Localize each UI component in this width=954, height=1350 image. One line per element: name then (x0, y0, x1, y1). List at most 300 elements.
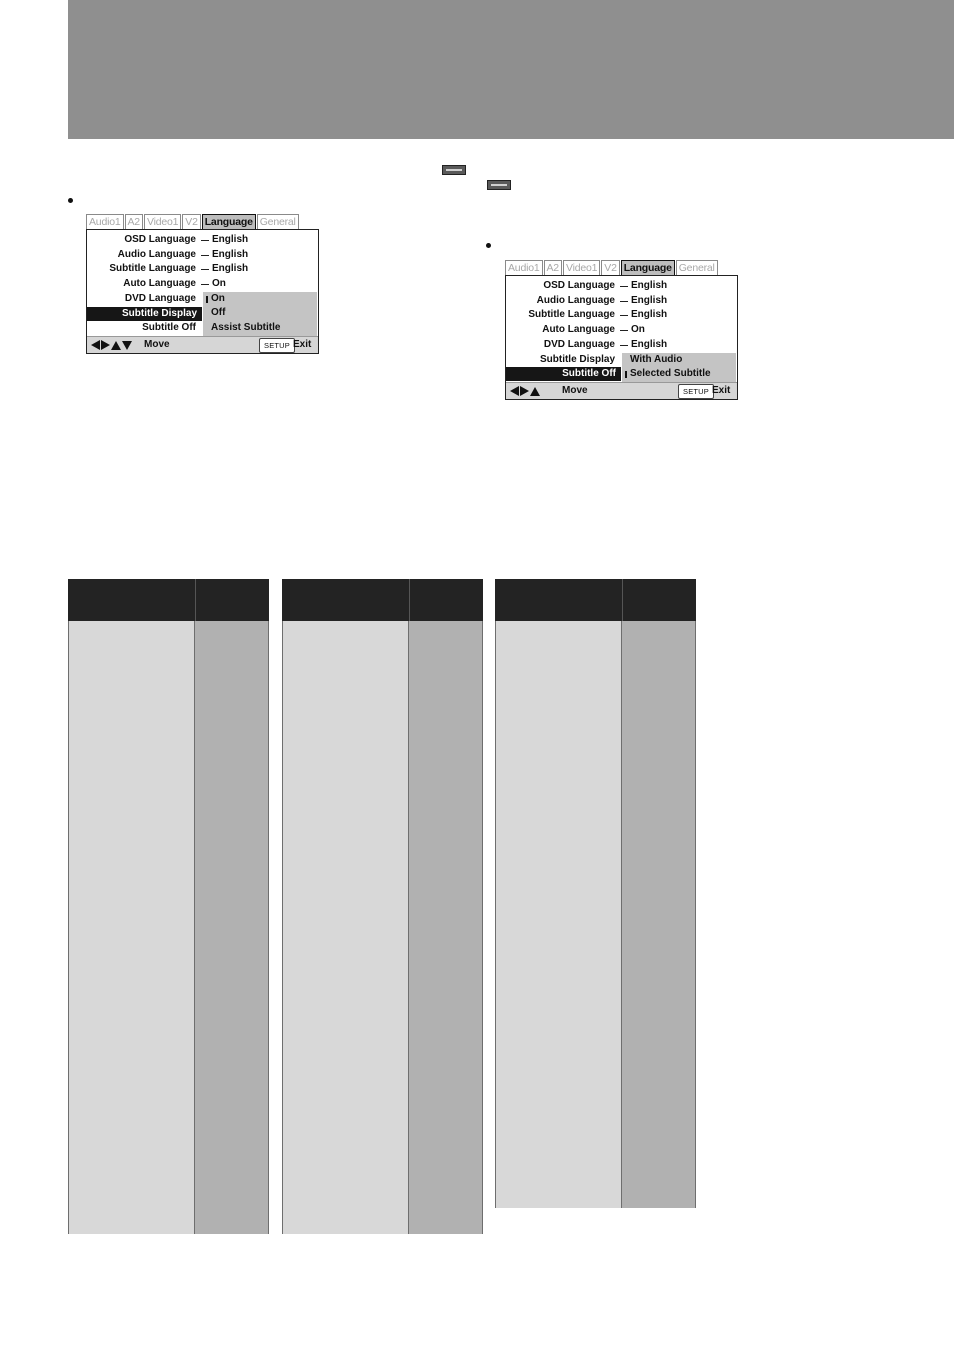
table-row (68, 634, 269, 647)
menu-row[interactable] (87, 248, 318, 262)
code-cell (622, 1061, 696, 1074)
table-row (495, 1181, 696, 1194)
language-cell (282, 794, 409, 807)
code-cell (622, 1141, 696, 1154)
language-cell (68, 768, 195, 781)
language-cell (495, 928, 622, 941)
language-cell (68, 634, 195, 647)
code-cell (195, 808, 269, 821)
language-cell (282, 661, 409, 674)
menu-row[interactable] (506, 294, 737, 308)
menu-row-label: OSD Language (543, 280, 615, 291)
table-row (68, 1128, 269, 1141)
code-cell (409, 634, 483, 647)
table-header (68, 579, 269, 621)
table-row (282, 848, 483, 861)
menu-row-value: English (631, 309, 668, 321)
table-row (68, 1154, 269, 1167)
code-cell (622, 701, 696, 714)
language-cell (282, 821, 409, 834)
table-row (282, 928, 483, 941)
language-cell (282, 941, 409, 954)
osd-tabs (505, 260, 719, 276)
table-row (282, 1194, 483, 1207)
language-cell (495, 768, 622, 781)
language-cell (68, 968, 195, 981)
table-row (495, 834, 696, 847)
table-row (68, 901, 269, 914)
code-cell (195, 1074, 269, 1087)
table-row (282, 941, 483, 954)
language-cell (495, 728, 622, 741)
table-row (68, 968, 269, 981)
code-cell (409, 968, 483, 981)
menu-row[interactable] (87, 262, 318, 276)
code-cell (195, 981, 269, 994)
osd-footer (506, 382, 737, 399)
code-cell (622, 994, 696, 1007)
tab-video1[interactable]: Video1 (144, 214, 181, 229)
code-cell (409, 848, 483, 861)
language-cell (282, 1141, 409, 1154)
table-row (68, 674, 269, 687)
tab-video1[interactable]: Video1 (563, 260, 600, 275)
table-row (68, 1141, 269, 1154)
table-row (68, 1021, 269, 1034)
table-row (282, 768, 483, 781)
table-row (282, 981, 483, 994)
code-cell (622, 754, 696, 767)
table-row (282, 1088, 483, 1101)
table-row (495, 1114, 696, 1127)
language-cell (282, 728, 409, 741)
table-row (282, 1074, 483, 1087)
language-cell (68, 1128, 195, 1141)
table-header (282, 579, 483, 621)
language-cell (495, 914, 622, 927)
language-cell (68, 661, 195, 674)
code-cell (409, 1168, 483, 1181)
menu-row[interactable] (506, 323, 737, 337)
table-row (282, 1034, 483, 1047)
code-cell (409, 1008, 483, 1021)
menu-row-label: Auto Language (123, 278, 196, 290)
table-row (282, 1141, 483, 1154)
language-cell (282, 688, 409, 701)
table-row (495, 1101, 696, 1114)
language-cell (495, 714, 622, 727)
code-cell (622, 1048, 696, 1061)
mode-icon (487, 180, 511, 190)
menu-row-dash (620, 345, 628, 346)
language-cell (68, 1021, 195, 1034)
table-row (68, 1074, 269, 1087)
language-cell (282, 741, 409, 754)
language-cell (495, 1194, 622, 1207)
tab-v2[interactable]: V2 (182, 214, 200, 229)
table-row (68, 661, 269, 674)
submenu-option[interactable]: With Audio (630, 353, 683, 365)
table-row (282, 888, 483, 901)
code-cell (622, 661, 696, 674)
arrow-up-icon (530, 387, 540, 396)
language-cell (68, 701, 195, 714)
language-cell (68, 794, 195, 807)
table-row (495, 1034, 696, 1047)
code-cell (195, 741, 269, 754)
tab-a2[interactable]: A2 (544, 260, 562, 275)
menu-row-label: DVD Language (124, 292, 196, 304)
table-row (282, 861, 483, 874)
table-row (68, 821, 269, 834)
table-row (68, 1181, 269, 1194)
table-row (282, 701, 483, 714)
table-row (68, 741, 269, 754)
table-row (282, 661, 483, 674)
table-row (282, 968, 483, 981)
code-cell (409, 994, 483, 1007)
language-cell (68, 808, 195, 821)
code-cell (409, 1128, 483, 1141)
language-cell (495, 821, 622, 834)
code-cell (409, 661, 483, 674)
code-cell (622, 1008, 696, 1021)
osd-menu-panel (86, 229, 319, 354)
language-cell (282, 648, 409, 661)
table-row (282, 1208, 483, 1221)
code-cell (622, 968, 696, 981)
menu-row[interactable] (506, 308, 737, 322)
table-row (282, 1048, 483, 1061)
table-row (282, 621, 483, 634)
language-cell (495, 861, 622, 874)
language-cell (68, 954, 195, 967)
code-cell (622, 901, 696, 914)
code-cell (622, 1021, 696, 1034)
language-cell (495, 994, 622, 1007)
table-row (495, 728, 696, 741)
tab-v2[interactable]: V2 (601, 260, 619, 275)
code-cell (195, 1008, 269, 1021)
table-row (282, 1061, 483, 1074)
code-cell (195, 1088, 269, 1101)
code-cell (622, 728, 696, 741)
code-cell (195, 928, 269, 941)
language-cell (282, 1114, 409, 1127)
language-cell (495, 621, 622, 634)
language-cell (495, 834, 622, 847)
language-cell (282, 674, 409, 687)
table-row (495, 1088, 696, 1101)
language-cell (68, 714, 195, 727)
code-cell (622, 1101, 696, 1114)
code-cell (409, 954, 483, 967)
table-row (282, 754, 483, 767)
table-row (282, 994, 483, 1007)
table-row (68, 768, 269, 781)
language-cell (495, 941, 622, 954)
osd-menu-panel (505, 275, 738, 400)
language-cell (68, 821, 195, 834)
table-row (495, 754, 696, 767)
code-cell (409, 1048, 483, 1061)
osd-tabs (86, 214, 300, 230)
code-cell (409, 1061, 483, 1074)
table-row (495, 781, 696, 794)
setup-button[interactable]: SETUP (259, 338, 295, 353)
language-cell (282, 994, 409, 1007)
menu-row-value: English (631, 294, 668, 306)
menu-row-label: DVD Language (543, 338, 615, 350)
menu-row[interactable] (87, 292, 318, 306)
language-cell (68, 688, 195, 701)
menu-row-label: OSD Language (124, 234, 196, 245)
submenu-option[interactable]: On (211, 292, 225, 304)
menu-row-label: Auto Language (542, 324, 615, 336)
language-cell (282, 808, 409, 821)
arrow-left-icon (510, 386, 519, 396)
language-cell (68, 981, 195, 994)
language-cell (282, 1061, 409, 1074)
code-cell (622, 821, 696, 834)
language-cell (282, 621, 409, 634)
table-row (68, 1221, 269, 1234)
language-cell (282, 714, 409, 727)
code-cell (622, 1128, 696, 1141)
language-cell (68, 1141, 195, 1154)
table-row (282, 714, 483, 727)
menu-row-dash (620, 286, 628, 287)
code-cell (622, 688, 696, 701)
code-cell (409, 1074, 483, 1087)
code-cell (195, 1168, 269, 1181)
table-row (495, 1048, 696, 1061)
code-cell (622, 741, 696, 754)
arrow-keys-icon (91, 340, 132, 350)
code-cell (622, 714, 696, 727)
tab-audio1[interactable]: Audio1 (505, 260, 543, 275)
table-row (495, 1141, 696, 1154)
table-row (68, 701, 269, 714)
language-cell (282, 981, 409, 994)
code-cell (409, 781, 483, 794)
code-cell (622, 1194, 696, 1207)
language-cell (282, 914, 409, 927)
code-cell (409, 928, 483, 941)
mode-icon (442, 165, 466, 175)
language-cell (68, 1101, 195, 1114)
table-row (282, 1114, 483, 1127)
language-cell (495, 848, 622, 861)
table-row (68, 861, 269, 874)
table-row (68, 1034, 269, 1047)
language-cell (282, 1168, 409, 1181)
language-cell (68, 994, 195, 1007)
code-cell (622, 941, 696, 954)
osd-screen-subtitle-display (86, 214, 320, 356)
submenu-option[interactable]: Selected Subtitle (630, 368, 711, 380)
language-cell (495, 648, 622, 661)
language-cell (68, 848, 195, 861)
arrow-right-icon (101, 340, 110, 350)
code-cell (409, 1101, 483, 1114)
language-cell (282, 861, 409, 874)
table-row (495, 648, 696, 661)
table-row (495, 941, 696, 954)
code-cell (622, 888, 696, 901)
language-cell (495, 1114, 622, 1127)
language-cell (282, 1048, 409, 1061)
table-row (495, 808, 696, 821)
code-cell (622, 794, 696, 807)
code-cell (622, 1168, 696, 1181)
table-row (282, 874, 483, 887)
menu-row[interactable] (87, 277, 318, 291)
code-cell (195, 794, 269, 807)
header-divider (622, 579, 623, 621)
table-row (495, 701, 696, 714)
code-cell (622, 928, 696, 941)
code-cell (195, 914, 269, 927)
table-row (68, 928, 269, 941)
language-cell (282, 874, 409, 887)
submenu-option[interactable]: Off (211, 307, 226, 319)
tab-audio1[interactable]: Audio1 (86, 214, 124, 229)
language-cell (68, 1008, 195, 1021)
table-row (282, 1221, 483, 1234)
submenu-option[interactable]: Assist Subtitle (211, 322, 281, 334)
language-cell (495, 674, 622, 687)
code-cell (195, 848, 269, 861)
language-cell (68, 1208, 195, 1221)
osd-screen-subtitle-off (505, 260, 739, 402)
table-row (68, 941, 269, 954)
menu-row-dash (620, 301, 628, 302)
language-cell (282, 1074, 409, 1087)
table-row (68, 1101, 269, 1114)
table-row (495, 994, 696, 1007)
language-cell (282, 1221, 409, 1234)
table-header (495, 579, 696, 621)
menu-row[interactable] (506, 279, 737, 293)
table-row (495, 1021, 696, 1034)
language-cell (282, 754, 409, 767)
menu-row-label: Audio Language (536, 294, 615, 306)
code-cell (409, 808, 483, 821)
language-cell (495, 741, 622, 754)
code-cell (195, 1194, 269, 1207)
code-cell (195, 874, 269, 887)
table-row (495, 1168, 696, 1181)
code-cell (409, 714, 483, 727)
bullet (486, 243, 491, 248)
code-cell (195, 701, 269, 714)
language-cell (68, 888, 195, 901)
move-hint: Move (144, 339, 170, 350)
code-cell (622, 808, 696, 821)
menu-row-dash (620, 330, 628, 331)
language-cell (495, 1101, 622, 1114)
menu-row[interactable] (87, 233, 318, 247)
table-row (282, 1101, 483, 1114)
code-cell (195, 1154, 269, 1167)
language-cell (282, 1194, 409, 1207)
language-cell (68, 1074, 195, 1087)
header-band (68, 0, 954, 139)
menu-row[interactable] (87, 321, 318, 335)
setup-button[interactable]: SETUP (678, 384, 714, 399)
code-cell (622, 861, 696, 874)
table-row (495, 928, 696, 941)
language-cell (68, 781, 195, 794)
menu-row[interactable] (506, 367, 737, 381)
menu-row[interactable] (506, 338, 737, 352)
table-row (68, 888, 269, 901)
tab-general[interactable]: General (676, 260, 718, 275)
menu-row-dash (201, 284, 209, 285)
menu-row-dash (620, 315, 628, 316)
menu-row-value: English (212, 234, 249, 245)
header-divider (409, 579, 410, 621)
code-cell (409, 754, 483, 767)
code-cell (195, 1101, 269, 1114)
language-cell (495, 1154, 622, 1167)
code-cell (622, 954, 696, 967)
code-cell (622, 781, 696, 794)
menu-row[interactable] (87, 307, 318, 321)
code-cell (409, 834, 483, 847)
tab-language[interactable]: Language (621, 260, 675, 275)
move-hint: Move (562, 385, 588, 396)
language-cell (495, 1128, 622, 1141)
menu-row-label: Audio Language (117, 248, 196, 260)
code-cell (195, 901, 269, 914)
tab-general[interactable]: General (257, 214, 299, 229)
table-row (495, 914, 696, 927)
language-cell (68, 621, 195, 634)
code-cell (622, 1154, 696, 1167)
table-row (282, 1128, 483, 1141)
language-cell (68, 1088, 195, 1101)
menu-row-value: English (631, 338, 668, 350)
table-row (282, 954, 483, 967)
table-row (68, 834, 269, 847)
tab-language[interactable]: Language (202, 214, 256, 229)
code-cell (409, 701, 483, 714)
code-cell (409, 1194, 483, 1207)
code-cell (409, 1021, 483, 1034)
code-cell (195, 888, 269, 901)
language-cell (68, 728, 195, 741)
table-row (282, 728, 483, 741)
code-cell (195, 1221, 269, 1234)
code-cell (622, 1074, 696, 1087)
code-cell (409, 621, 483, 634)
table-row (495, 848, 696, 861)
language-cell (495, 1034, 622, 1047)
menu-row-value: English (631, 280, 668, 291)
code-cell (195, 834, 269, 847)
table-row (282, 821, 483, 834)
code-cell (195, 621, 269, 634)
tab-a2[interactable]: A2 (125, 214, 143, 229)
language-cell (495, 968, 622, 981)
code-cell (409, 688, 483, 701)
menu-row[interactable] (506, 353, 737, 367)
code-cell (622, 621, 696, 634)
table-row (495, 861, 696, 874)
code-cell (195, 1181, 269, 1194)
